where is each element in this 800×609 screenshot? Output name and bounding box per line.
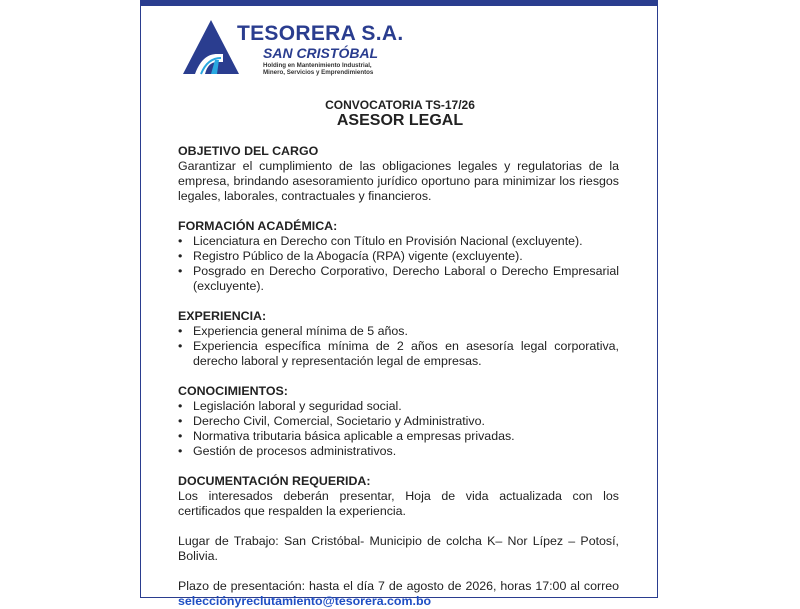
section-formacion-title: FORMACIÓN ACADÉMICA: — [178, 219, 338, 233]
conocimientos-list — [178, 399, 619, 459]
work-location: Lugar de Trabajo: San Cristóbal- Municipio de colcha K– Nor Lípez – Potosí, Bolivia. — [178, 534, 619, 563]
role-title: ASESOR LEGAL — [336, 112, 464, 129]
posting-content — [178, 144, 619, 609]
section-conocimientos-title: CONOCIMIENTOS: — [178, 384, 288, 398]
deadline-paragraph — [178, 579, 619, 609]
brand-name: TESORERA S.A. — [237, 22, 404, 45]
section-experiencia-title: EXPERIENCIA: — [178, 309, 267, 323]
list-item: • Experiencia específica mínima de 2 años en asesoría legal corporativa, derecho laboral y representación legal de empresas. — [178, 339, 619, 369]
list-item: • Normativa tributaria básica aplicable a empresas privadas. — [178, 429, 619, 444]
brand-sub: SAN CRISTÓBAL — [263, 45, 379, 61]
deadline-text: Plazo de presentación: hasta el día 7 de agosto de 2026, horas 17:00 al correo — [178, 579, 619, 593]
section-objetivo-text: Garantizar el cumplimiento de las obligaciones legales y regulatorias de la empresa, brindando asesoramiento jurídico oportuno para minimizar los riesgos legales, laborales, contractuales y financieros. — [178, 159, 619, 203]
section-documentacion-text: Los interesados deberán presentar, Hoja de vida actualizada con los certificados que respalden la experiencia. — [178, 489, 619, 518]
section-documentacion-title: DOCUMENTACIÓN REQUERIDA: — [178, 474, 371, 488]
list-item: • Posgrado en Derecho Corporativo, Derecho Laboral o Derecho Empresarial (excluyente). — [178, 264, 619, 294]
formacion-list — [178, 234, 619, 294]
section-objetivo-title: OBJETIVO DEL CARGO — [178, 144, 319, 158]
triangle-logo-icon — [181, 18, 241, 76]
brand-tagline-1: Holding en Mantenimiento Industrial, — [263, 62, 372, 69]
convocatoria-code: CONVOCATORIA TS-17/26 — [325, 98, 475, 112]
contact-email-link[interactable]: selecciónyreclutamiento@tesorera.com.bo — [178, 594, 432, 608]
list-item: • Experiencia general mínima de 5 años. — [178, 324, 619, 339]
list-item: • Derecho Civil, Comercial, Societario y Administrativo. — [178, 414, 619, 429]
experiencia-list — [178, 324, 619, 369]
job-posting-card — [140, 0, 658, 608]
brand-tagline-2: Minero, Servicios y Emprendimientos — [263, 69, 374, 76]
list-item: • Gestión de procesos administrativos. — [178, 444, 619, 459]
list-item: • Licenciatura en Derecho con Título en Provisión Nacional (excluyente). — [178, 234, 619, 249]
list-item: • Legislación laboral y seguridad social. — [178, 399, 619, 414]
company-logo — [181, 18, 404, 80]
list-item: • Registro Público de la Abogacía (RPA) vigente (excluyente). — [178, 249, 619, 264]
